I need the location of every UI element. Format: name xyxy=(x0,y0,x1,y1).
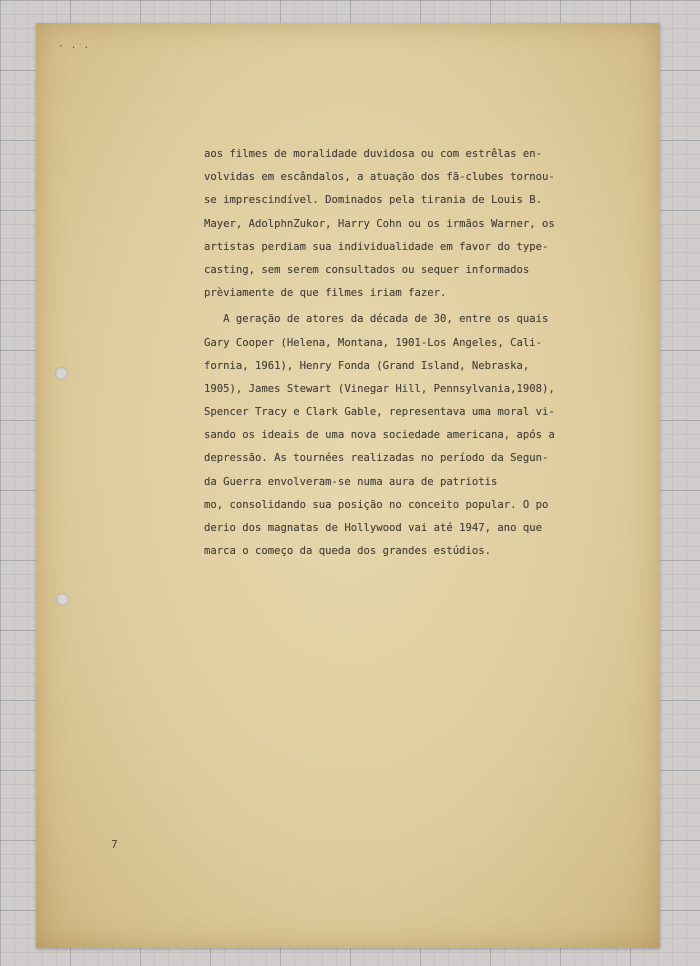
punch-hole-top xyxy=(55,367,68,380)
text-line: fornia, 1961), Henry Fonda (Grand Island, Nebraska, xyxy=(204,359,530,372)
text-line: da Guerra envolveram-se numa aura de patriotis xyxy=(204,475,498,488)
text-line: depressão. As tournées realizadas no período da Segun- xyxy=(204,452,549,465)
text-line: Gary Cooper (Helena, Montana, 1901-Los Angeles, Cali- xyxy=(204,336,543,349)
page-number: 7 xyxy=(111,838,118,851)
typed-page xyxy=(36,23,660,948)
text-line: se imprescindível. Dominados pela tirania de Louis B. xyxy=(204,194,543,207)
typed-text-block xyxy=(204,143,604,563)
punch-hole-bottom xyxy=(56,593,69,606)
text-line: prèviamente de que filmes iriam fazer. xyxy=(204,287,447,300)
text-line: Mayer, AdolphnZukor, Harry Cohn ou os irmãos Warner, os xyxy=(204,217,555,230)
text-line: casting, sem serem consultados ou sequer informados xyxy=(204,263,530,276)
text-line: mo, consolidando sua posição no conceito popular. O po xyxy=(204,498,549,511)
text-line: derio dos magnatas de Hollywood vai até 1947, ano que xyxy=(204,522,543,534)
corner-mark: - . . xyxy=(58,41,91,51)
text-line: Spencer Tracy e Clark Gable, representava uma moral vi- xyxy=(204,406,555,419)
text-line: A geração de atores da década de 30, entre os quais xyxy=(204,313,549,326)
text-line: sando os ideais de uma nova sociedade americana, após a xyxy=(204,429,555,442)
text-line: aos filmes de moralidade duvidosa ou com estrêlas en- xyxy=(204,148,543,160)
text-line: 1905), James Stewart (Vinegar Hill, Pennsylvania,1908), xyxy=(204,382,555,395)
text-line: artistas perdiam sua individualidade em favor do type- xyxy=(204,240,549,253)
text-line: volvidas em escândalos, a atuação dos fã-clubes tornou- xyxy=(204,171,555,184)
text-line: marca o começo da queda dos grandes estúdios. xyxy=(204,545,492,558)
